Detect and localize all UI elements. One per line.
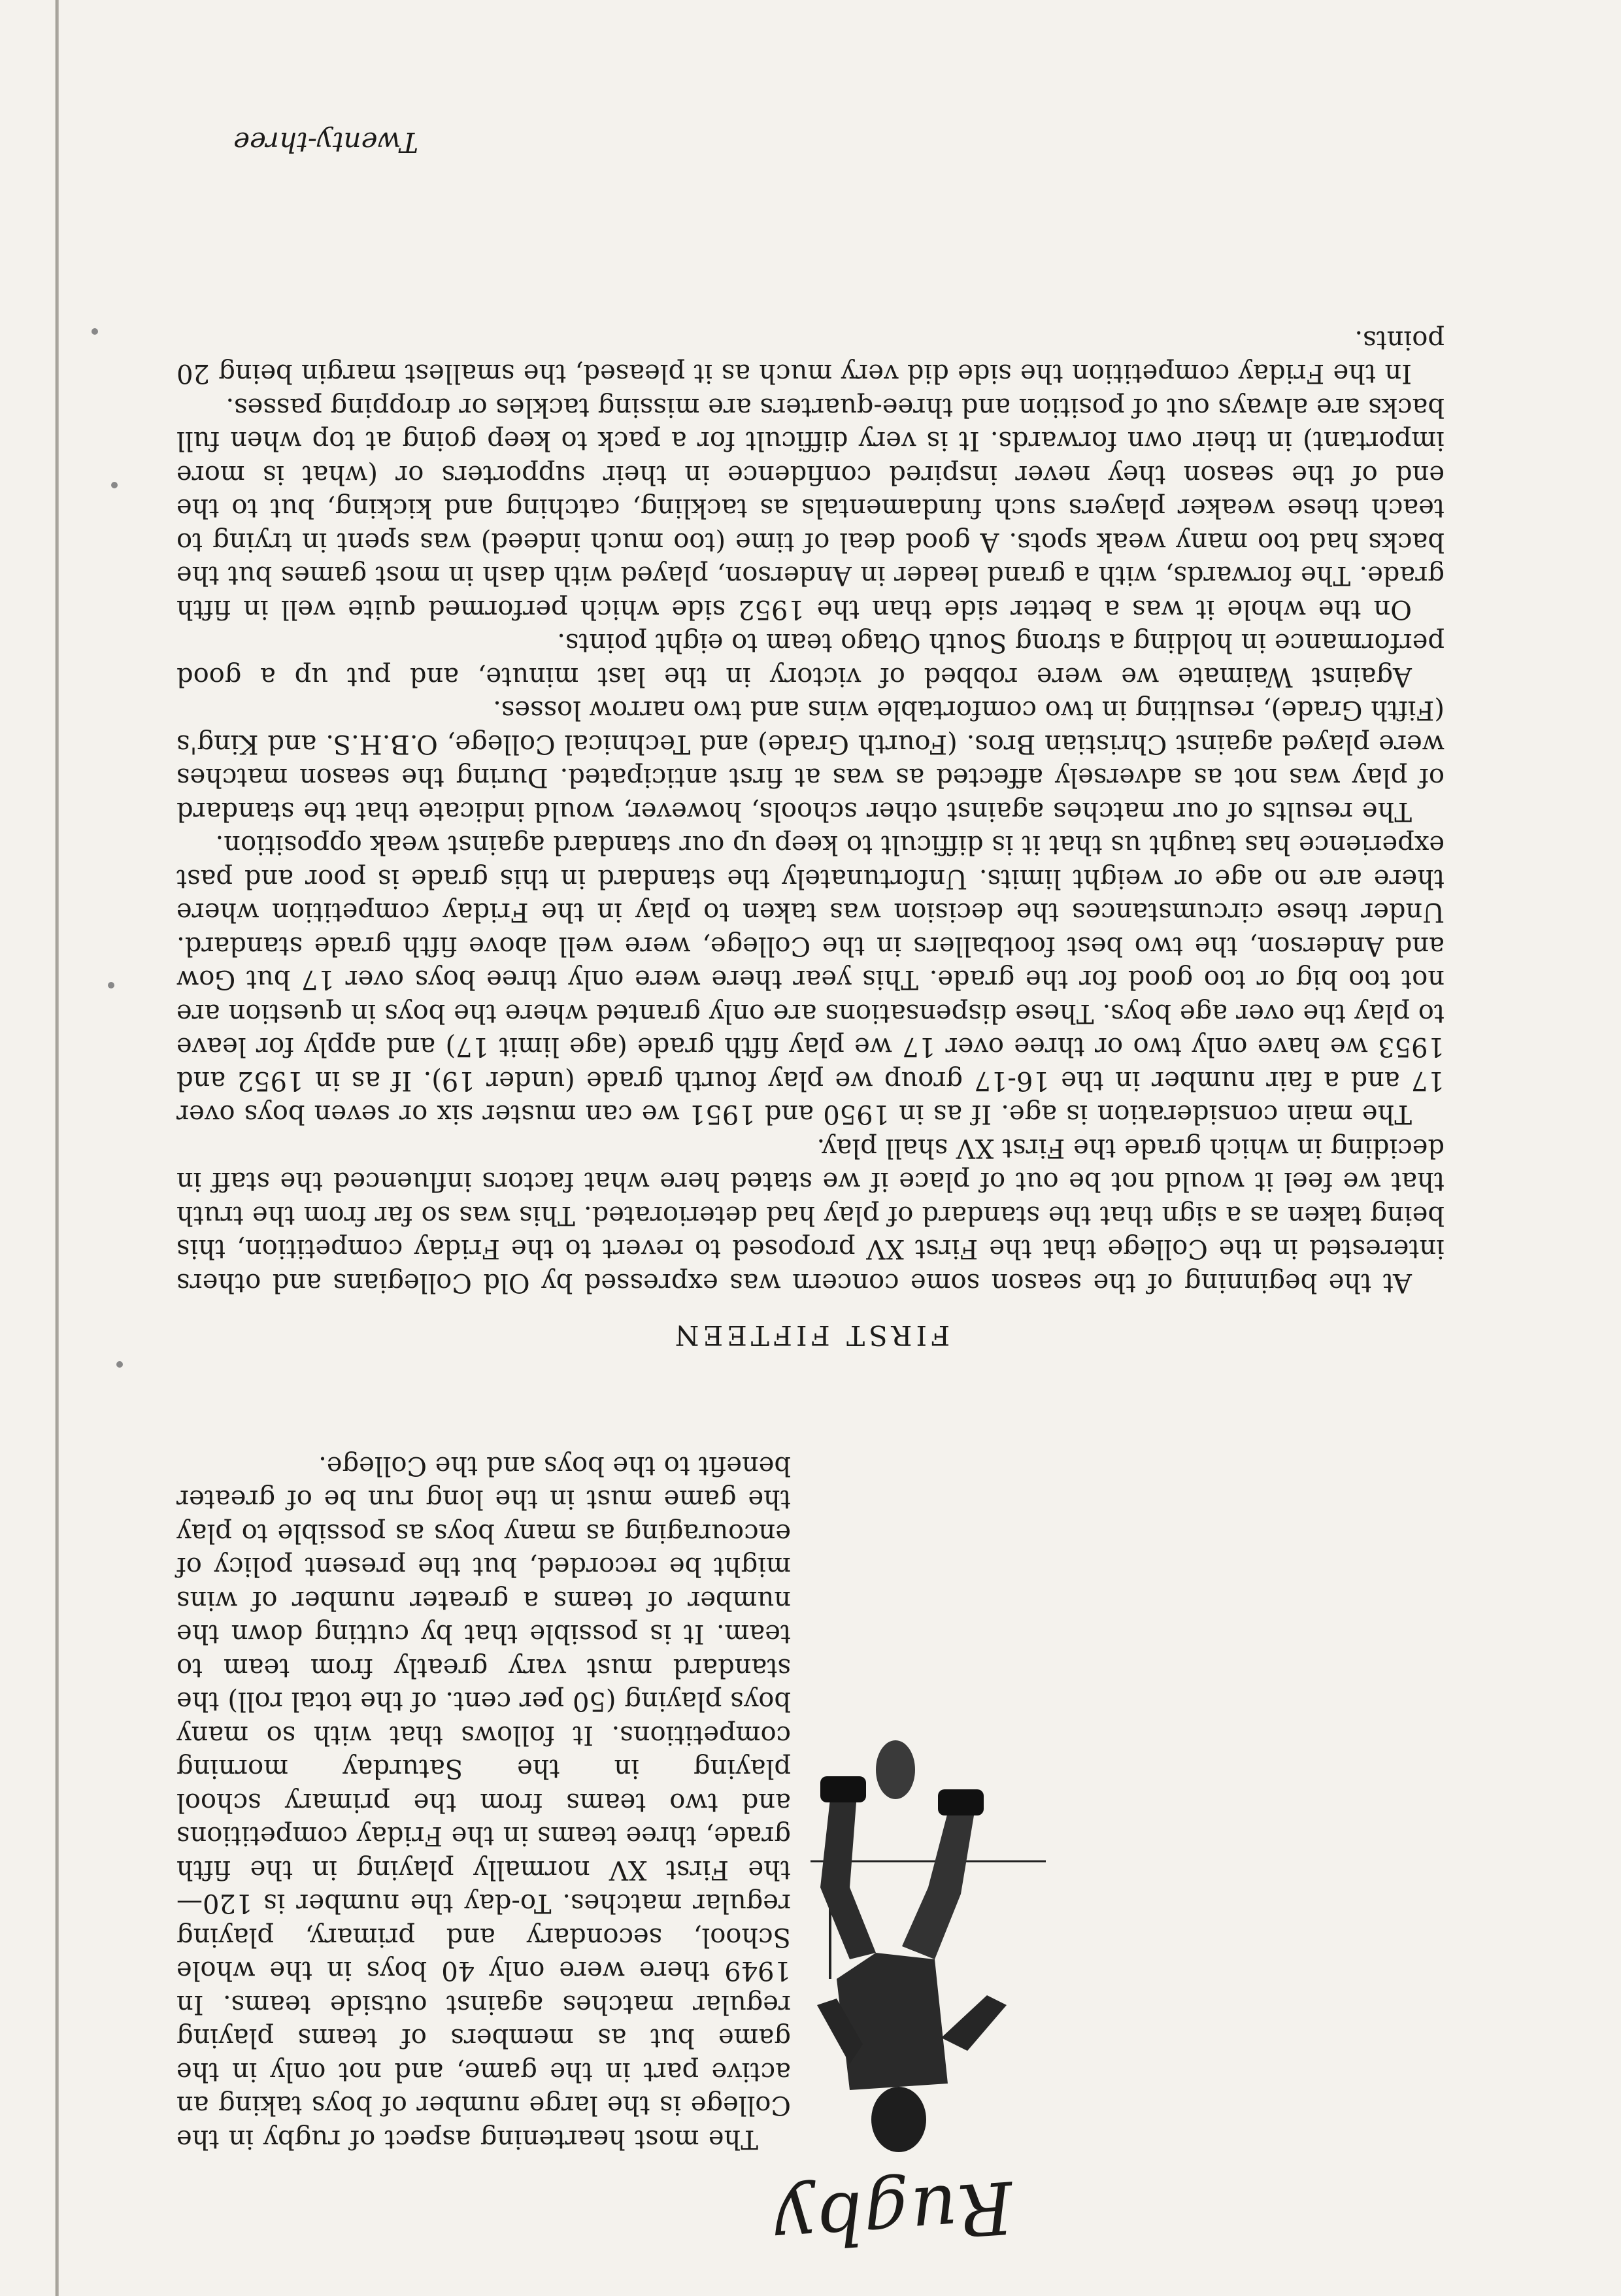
scan-speck — [111, 482, 118, 488]
intro-paragraph — [176, 1449, 791, 2156]
body-paragraph — [176, 1131, 1445, 1300]
article-title: Rugby — [771, 2165, 1016, 2265]
rugby-player-illustration — [811, 1724, 1046, 2169]
scan-edge — [55, 0, 59, 2296]
body-paragraph-text: At the beginning of the season some concern was expressed by Old Collegians and others interested in the College that the First XV proposed to revert to the Friday competition, this being taken as a sign that the standard of play had deteriorated. This was so far from the truth that we feel it would not be out of place if we stated here what factors influenced the staff in deciding in which grade the First XV shall play. — [176, 1133, 1445, 1298]
body-paragraph — [176, 390, 1445, 626]
body-column — [176, 323, 1445, 1300]
body-paragraph — [176, 828, 1445, 1131]
body-paragraph-text: On the whole it was a better side than the 1952 side which performed quite well in fifth grade. The forwards, with a grand leader in Anderson, played with dash in most games but the backs had too many weak spots. A good deal of time (too much indeed) was spent in trying to teach these weaker players such fundamentals as tackling, catching and kicking, but to the end of the season they never inspired confidence in their supporters or (what is more important) in their own forwards. It is very difficult for a pack to keep going at top when full backs are always out of position and three-quarters are missing tackles or dropping passes. — [176, 392, 1445, 624]
body-paragraph — [176, 693, 1445, 828]
page-number: Twenty-three — [233, 126, 418, 158]
scan-speck — [116, 1361, 123, 1368]
scan-speck — [108, 982, 114, 988]
section-heading: FIRST FIFTEEN — [671, 1319, 950, 1351]
body-paragraph-text: In the Friday competition the side did very much as it pleased, the smallest margin being 20 points. — [176, 325, 1445, 389]
intro-paragraph-wrap — [176, 1449, 791, 2156]
scan-speck — [92, 328, 98, 335]
body-paragraph-text: The results of our matches against other schools, however, would indicate that the standard of play was not as adversely affected as was at first anticipated. During the season matches were played against Christian Bros. (Fourth Grade) and Technical College, O.B.H.S. and King's (Fifth Grade), resulting in two comfortable wins and two narrow losses. — [176, 695, 1445, 826]
body-paragraph — [176, 626, 1445, 693]
body-paragraph — [176, 323, 1445, 390]
body-paragraph-text: The main consideration is age. If as in 1950 and 1951 we can muster six or seven boys over 17 and a fair number in the 16-17 group we play fourth grade (under 19). If as in 1952 and 1953 we have only two or three over 17 we play fifth grade (age limit 17) and apply for leave to play the over age boys. These dispensations are only granted where the boys in question are not too big or too good for the grade. This year there were only three boys over 17 but Gow and Anderson, the two best footballers in the College, were well above fifth grade standard. Under these circumstances the decision was taken to play in the Friday competition where there are no age or weight limits. Unfortunately the standard in this grade is poor and past experience has taught us that it is difficult to keep up our standard against weak opposition. — [176, 830, 1445, 1130]
body-paragraph-text: Against Waimate we were robbed of victory in the last minute, and put up a good performance in holding a strong South Otago team to eight points. — [176, 628, 1445, 692]
intro-text: The most heartening aspect of rugby in the College is the large number of boys taking an active part in the game, and not only in the game but as members of teams playing regular matches against outside teams. In 1949 there were only 40 boys in the whole School, secondary and primary, playing regular matches. To-day the number is 120—the First XV normally playing in the fifth grade, three teams in the Friday competitions and two teams from the primary school playing in the Saturday morning competitions. It follows that with so many boys playing (50 per cent. of the total roll) the standard must vary greatly from team to team. It is possible that by cutting down the number of teams a greater number of wins might be recorded, but the present policy of encouraging as many boys as possible to play the game must in the long run be of greater benefit to the boys and the College. — [176, 1451, 791, 2154]
